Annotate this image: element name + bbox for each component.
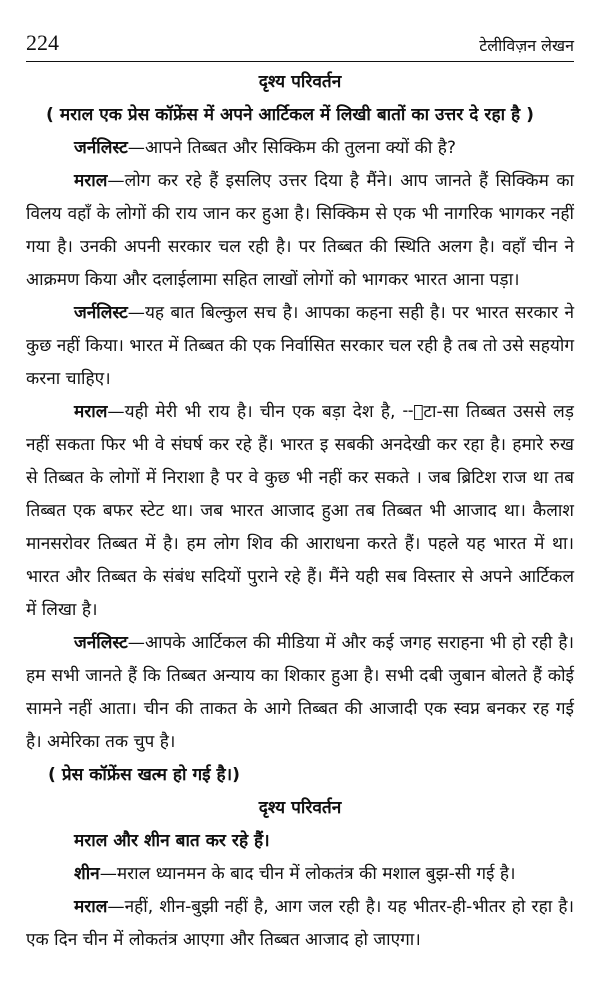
speaker-name: जर्नलिस्ट (74, 303, 128, 323)
dialogue-text: —मराल ध्यानमन के बाद चीन में लोकतंत्र की मशाल बुझ-सी गई है। (99, 864, 516, 884)
page-number: 224 (26, 30, 59, 55)
page-body (26, 66, 574, 957)
dialogue-text: —आपने तिब्बत और सिक्किम की तुलना क्यों की है? (127, 138, 457, 158)
scene-heading: दृश्य परिवर्तन (258, 72, 342, 92)
speaker-name: मराल (74, 897, 108, 917)
running-head: टेलीविज़न लेखन (479, 36, 574, 55)
stage-direction: ( प्रेस कॉफ्रेंस खत्म हो गई है।) (48, 765, 241, 785)
speaker-name: जर्नलिस्ट (74, 138, 128, 158)
scene-heading: दृश्य परिवर्तन (258, 798, 342, 818)
page-header (26, 30, 574, 60)
speaker-name: मराल (74, 402, 108, 422)
dialogue-paragraph (26, 858, 574, 891)
speaker-name: जर्नलिस्ट (74, 633, 128, 653)
dialogue-text: —आपके आर्टिकल की मीडिया में और कई जगह सराहना भी हो रही है। हम सभी जानते हैं कि तिब्बत अन्याय का शिकार हुआ है। सभी दबी जुबान बोलते हैं कोई सामने नहीं आता। चीन की ताकत के आगे तिब्बत की आजादी एक स्वप्न बनकर रह गई है। अमेरिका तक चुप है। (26, 633, 574, 752)
stage-direction: मराल और शीन बात कर रहे हैं। (74, 831, 270, 851)
dialogue-paragraph (26, 132, 574, 165)
speaker-name: मराल (74, 171, 108, 191)
dialogue-text: —लोग कर रहे हैं इसलिए उत्तर दिया है मैंने। आप जानते हैं सिक्किम का विलय वहाँ के लोगों की राय जान कर हुआ है। सिक्किम से एक भी नागरिक भागकर नहीं गया है। उनकी अपनी सरकार चल रही है। पर तिब्बत की स्थिति अलग है। वहाँ चीन ने आक्रमण किया और दलाईलामा सहित लाखों लोगों को भागकर भारत आना पड़ा। (26, 171, 574, 290)
dialogue-paragraph (26, 891, 574, 957)
dialogue-paragraph (26, 165, 574, 297)
dialogue-text: —यह बात बिल्कुल सच है। आपका कहना सही है। पर भारत सरकार ने कुछ नहीं किया। भारत में तिब्बत की एक निर्वासित सरकार चल रही है तब तो उसे सहयोग करना चाहिए। (26, 303, 574, 389)
dialogue-text: —यही मेरी भी राय है। चीन एक बड़ा देश है, ╌ाटा-सा तिब्बत उससे लड़ नहीं सकता फिर भी वे संघर्ष कर रहे हैं। भारत इ‍ सबकी अनदेखी कर रहा है। हमारे रुख से तिब्बत के लोगों में निराशा है पर वे कुछ भी नहीं कर सकते । जब ब्रिटिश राज था तब तिब्बत एक बफर स्टेट था। जब भारत आजाद हुआ तब तिब्बत भी आजाद था। कैलाश मानसरोवर तिब्बत में है। हम लोग शिव की आराधना करते हैं। पहले यह भारत में था। भारत और तिब्बत के संबंध सदियों पुराने रहे हैं। मैंने यही सब विस्तार से अपने आर्टिकल में लिखा है। (26, 402, 574, 620)
dialogue-paragraph (26, 627, 574, 759)
dialogue-text: —नहीं, शीन-बुझी नहीं है, आग जल रही है। यह भीतर-ही-भीतर हो रहा है। एक दिन चीन में लोकतंत्र आएगा और तिब्बत आजाद हो जाएगा। (26, 897, 574, 950)
speaker-name: शीन (74, 864, 100, 884)
dialogue-paragraph (26, 297, 574, 396)
dialogue-paragraph (26, 396, 574, 627)
stage-direction: ( मराल एक प्रेस कॉफ्रेंस में अपने आर्टिकल में लिखी बातों का उत्तर दे रहा है ) (46, 105, 534, 125)
header-rule (26, 61, 574, 62)
